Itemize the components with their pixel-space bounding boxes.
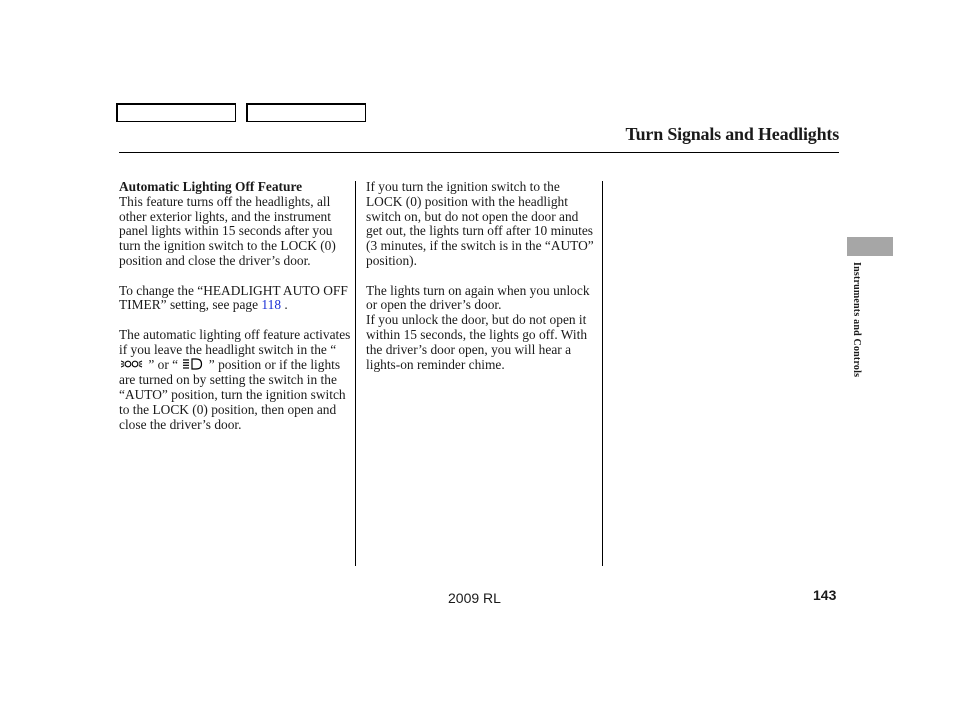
paragraph-text: To change the “HEADLIGHT AUTO OFF TIMER” setting, see page: [119, 282, 348, 313]
paragraph-text: .: [281, 297, 288, 313]
nav-button-previous[interactable]: [116, 103, 236, 122]
page-title: Turn Signals and Headlights: [625, 124, 839, 144]
paragraph-text: ” position or if the lights are turned on by setting the switch in the “AUTO” position, turn the ignition switch to the LOCK (0) position, then open and close the driver’s door.: [119, 356, 346, 432]
paragraph: This feature turns off the headlights, all other exterior lights, and the instrument panel lights within 15 seconds after you turn the ignition switch to the LOCK (0) position and close the driver’s door.: [119, 193, 336, 268]
paragraph-cross-reference: [119, 284, 351, 314]
column-divider: [602, 181, 603, 566]
paragraph: If you unlock the door, but do not open it within 15 seconds, the lights go off. With the driver’s door open, you will hear a lights-on reminder chime.: [366, 312, 588, 372]
paragraph-text: ” or “: [145, 356, 182, 372]
column-divider: [355, 181, 356, 566]
headlight-icon: [183, 358, 203, 374]
paragraph: If you turn the ignition switch to the LOCK (0) position with the headlight switch on, but do not open the door and get out, the lights turn off after 10 minutes (3 minutes, if the switch is in the “AUTO” position).: [366, 179, 594, 268]
section-tab-label: Instruments and Controls: [851, 262, 862, 378]
footer-model: 2009 RL: [448, 590, 501, 606]
paragraph: [119, 328, 351, 433]
page-link[interactable]: 118: [261, 297, 282, 313]
text-column-2: [366, 180, 598, 387]
paragraph-text: The automatic lighting off feature activates if you leave the headlight switch in the “: [119, 326, 351, 357]
title-rule: [119, 152, 839, 153]
text-column-1: [119, 180, 351, 447]
page-number: 143: [813, 587, 837, 603]
section-heading: Automatic Lighting Off Feature: [119, 179, 303, 194]
paragraph: The lights turn on again when you unlock or open the driver’s door.: [366, 282, 590, 313]
parking-lights-icon: [121, 358, 143, 374]
nav-button-next[interactable]: [246, 103, 366, 122]
section-tab: [847, 237, 893, 256]
